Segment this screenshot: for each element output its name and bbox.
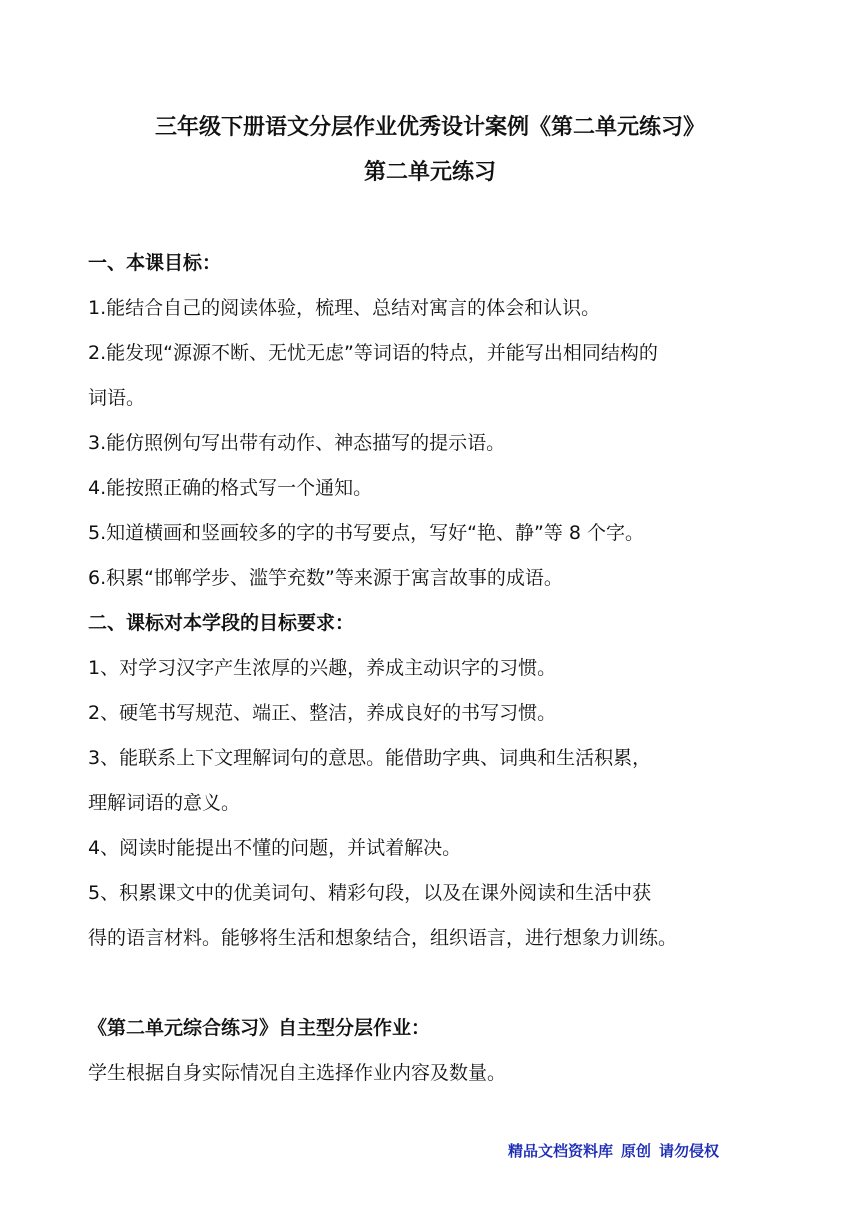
footer-original: 原创 <box>621 1142 652 1160</box>
document-subtitle: 第二单元练习 <box>363 160 496 185</box>
footer-brand: 精品文档资料库 <box>508 1142 614 1160</box>
standard-item: 2、硬笔书写规范、端正、整洁，养成良好的书写习惯。 <box>88 702 557 724</box>
goal-item-continuation: 词语。 <box>88 387 146 409</box>
section-heading-homework: 《第二单元综合练习》自主型分层作业： <box>88 1017 431 1039</box>
goal-item: 5.知道横画和竖画较多的字的书写要点，写好“艳、静”等 8 个字。 <box>88 522 644 544</box>
document-title: 三年级下册语文分层作业优秀设计案例《第二单元练习》 <box>154 115 705 140</box>
standard-item: 4、阅读时能提出不懂的问题，并试着解决。 <box>88 837 462 859</box>
goal-item: 4.能按照正确的格式写一个通知。 <box>88 477 373 499</box>
homework-description: 学生根据自身实际情况自主选择作业内容及数量。 <box>88 1062 507 1084</box>
goal-item: 3.能仿照例句写出带有动作、神态描写的提示语。 <box>88 432 506 454</box>
footer-watermark <box>508 1140 719 1162</box>
section-heading-standards: 二、课标对本学段的目标要求： <box>88 612 355 634</box>
standard-item-continuation: 理解词语的意义。 <box>88 792 241 814</box>
standard-item-continuation: 得的语言材料。能够将生活和想象结合，组织语言，进行想象力训练。 <box>88 927 678 949</box>
standard-item: 1、对学习汉字产生浓厚的兴趣，养成主动识字的习惯。 <box>88 657 557 679</box>
standard-item: 5、积累课文中的优美词句、精彩句段，以及在课外阅读和生活中获 <box>88 882 652 904</box>
goal-item: 2.能发现“源源不断、无忧无虑”等词语的特点，并能写出相同结构的 <box>88 342 658 364</box>
section-heading-goals: 一、本课目标： <box>88 252 222 274</box>
goal-item: 1.能结合自己的阅读体验，梳理、总结对寓言的体会和认识。 <box>88 297 601 319</box>
footer-notice: 请勿侵权 <box>659 1142 720 1160</box>
standard-item: 3、能联系上下文理解词句的意思。能借助字典、词典和生活积累， <box>88 747 652 769</box>
goal-item: 6.积累“邯郸学步、滥竽充数”等来源于寓言故事的成语。 <box>88 567 563 589</box>
